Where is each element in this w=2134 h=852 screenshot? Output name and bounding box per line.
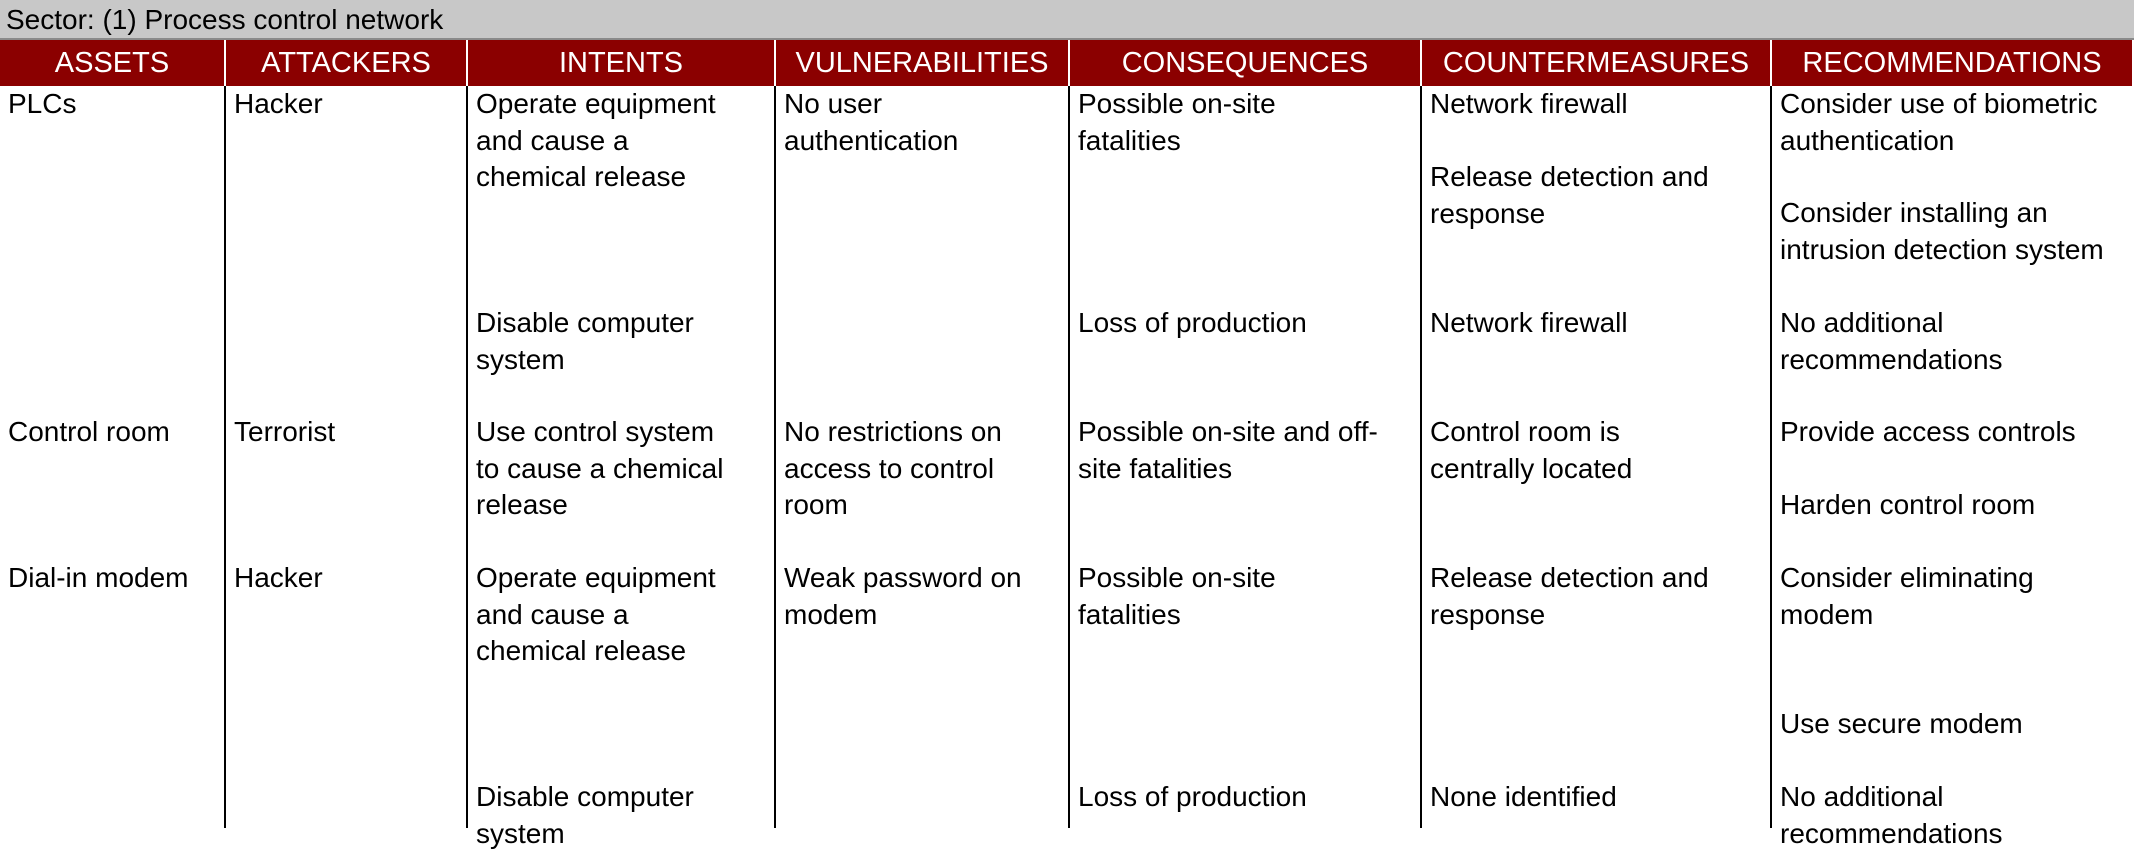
recommendation-cell: Consider use of biometric authentication xyxy=(1780,88,2098,156)
intent-cell: Operate equipment and cause a chemical release xyxy=(476,88,716,192)
header-assets: ASSETS xyxy=(0,40,226,86)
column-intents xyxy=(468,86,776,849)
vulnerability-cell: No user authentication xyxy=(784,88,959,156)
recommendation-cell: No additional recommendations xyxy=(1780,781,2003,849)
consequence-cell: Loss of production xyxy=(1078,781,1307,812)
countermeasure-cell: Release detection and response xyxy=(1430,161,1709,229)
recommendation-cell: Consider installing an intrusion detection system xyxy=(1780,197,2104,265)
column-attackers xyxy=(226,86,468,828)
header-recommendations: RECOMMENDATIONS xyxy=(1772,40,2134,86)
consequence-cell: Possible on-site fatalities xyxy=(1078,88,1276,156)
asset-cell: Control room xyxy=(8,416,170,447)
header-countermeasures: COUNTERMEASURES xyxy=(1422,40,1772,86)
countermeasure-cell: Network firewall xyxy=(1430,88,1628,119)
countermeasure-cell: Control room is centrally located xyxy=(1430,416,1633,484)
recommendation-cell: Consider eliminating modem xyxy=(1780,562,2034,630)
consequence-cell: Possible on-site and off- site fatalities xyxy=(1078,416,1378,484)
vulnerability-table xyxy=(0,40,2134,849)
countermeasure-cell: Network firewall xyxy=(1430,307,1628,338)
header-attackers: ATTACKERS xyxy=(226,40,468,86)
attacker-cell: Terrorist xyxy=(234,416,336,447)
attacker-cell: Hacker xyxy=(234,88,323,119)
column-assets xyxy=(0,86,226,828)
countermeasure-cell: Release detection and response xyxy=(1430,562,1709,630)
recommendation-cell: No additional recommendations xyxy=(1780,307,2003,375)
column-countermeasures xyxy=(1422,86,1772,828)
intent-cell: Use control system to cause a chemical release xyxy=(476,416,724,520)
consequence-cell: Loss of production xyxy=(1078,307,1307,338)
header-vulnerabilities: VULNERABILITIES xyxy=(776,40,1070,86)
recommendation-cell: Provide access controls xyxy=(1780,416,2076,447)
recommendation-cell: Use secure modem xyxy=(1780,708,2023,739)
intent-cell: Operate equipment and cause a chemical release xyxy=(476,562,716,666)
column-recommendations xyxy=(1772,86,2134,849)
header-intents: INTENTS xyxy=(468,40,776,86)
intent-cell: Disable computer system xyxy=(476,307,694,375)
column-vulnerabilities xyxy=(776,86,1070,828)
attacker-cell: Hacker xyxy=(234,562,323,593)
countermeasure-cell: None identified xyxy=(1430,781,1617,812)
intent-cell: Disable computer system xyxy=(476,781,694,849)
header-consequences: CONSEQUENCES xyxy=(1070,40,1422,86)
vulnerability-cell: Weak password on modem xyxy=(784,562,1022,630)
column-consequences xyxy=(1070,86,1422,828)
asset-cell: PLCs xyxy=(8,88,77,119)
asset-cell: Dial-in modem xyxy=(8,562,189,593)
recommendation-cell: Harden control room xyxy=(1780,489,2036,520)
consequence-cell: Possible on-site fatalities xyxy=(1078,562,1276,630)
vulnerability-cell: No restrictions on access to control room xyxy=(784,416,1002,520)
sector-title: Sector: (1) Process control network xyxy=(0,0,2134,40)
